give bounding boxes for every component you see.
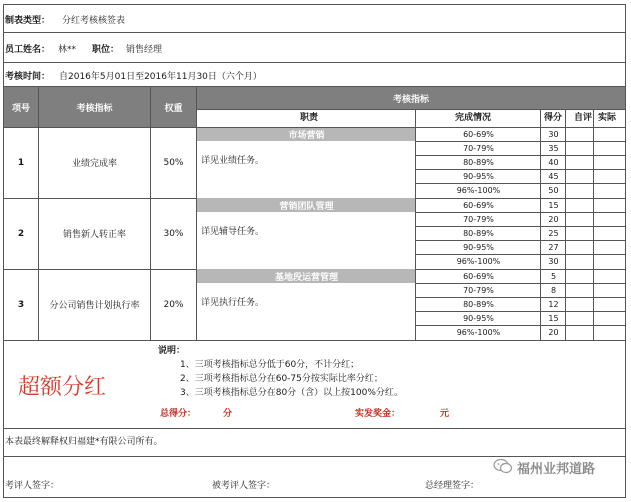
total-score-label: 总得分： [160, 409, 197, 419]
category-band: 基地段运营管理 [197, 269, 416, 283]
weight-value: 20% [163, 299, 184, 310]
position-label: 职位： [92, 45, 120, 55]
header-split-line [197, 109, 625, 110]
employee-name-value: 林** [58, 45, 77, 55]
column-line [540, 109, 541, 340]
section-no: 2 [17, 228, 25, 239]
gm-signature-label: 总经理签字： [425, 481, 480, 491]
score-value: 12 [548, 299, 559, 309]
column-line [196, 87, 197, 340]
completion-range: 60-69% [463, 129, 494, 139]
completion-range: 90-95% [463, 171, 494, 181]
score-value: 15 [548, 313, 559, 323]
completion-range: 60-69% [463, 200, 494, 210]
completion-range: 96%-100% [456, 256, 501, 266]
completion-range: 90-95% [463, 313, 494, 323]
note-1: 1、三项考核指标总分低于60分，不计分红； [180, 360, 360, 370]
header-duty: 职责 [300, 113, 319, 123]
header-assessment: 考核指标 [197, 87, 625, 109]
weight-value: 50% [163, 157, 184, 168]
period-value: 自2016年5月01日至2016年11月30日（六个月） [59, 72, 262, 82]
score-value: 30 [548, 129, 559, 139]
score-value: 40 [548, 157, 559, 167]
completion-range: 70-79% [463, 214, 494, 224]
note-3: 3、三项考核指标总分在80分（含）以上按100%分红。 [180, 388, 403, 398]
assessee-signature-label: 被考评人签字： [212, 481, 276, 491]
header-score: 得分 [544, 113, 563, 123]
header-bottom-line [3, 127, 625, 128]
section-no: 1 [17, 157, 25, 168]
score-value: 50 [548, 185, 559, 195]
header-indicator: 考核指标 [39, 87, 150, 127]
completion-range: 60-69% [463, 271, 494, 281]
wechat-icon [493, 458, 513, 474]
column-line [415, 109, 416, 340]
score-value: 25 [548, 228, 559, 238]
rights-statement: 本表最终解释权归福建*有限公司所有。 [5, 437, 163, 447]
completion-range: 70-79% [463, 285, 494, 295]
header-self-eval: 自评 [574, 113, 593, 123]
score-value: 20 [548, 327, 559, 337]
category-band: 营销团队管理 [197, 198, 416, 212]
header-actual: 实际 [598, 113, 617, 123]
completion-range: 90-95% [463, 242, 494, 252]
payout-label: 实发奖金： [355, 409, 401, 419]
completion-range: 80-89% [463, 157, 494, 167]
score-value: 45 [548, 171, 559, 181]
assessor-signature-label: 考评人签字： [5, 481, 60, 491]
column-line [38, 87, 39, 340]
indicator-name: 销售新人转正率 [62, 230, 126, 240]
score-value: 8 [550, 285, 557, 295]
score-value: 35 [548, 143, 559, 153]
score-value: 5 [550, 271, 557, 281]
column-line [593, 109, 594, 340]
column-line [150, 87, 151, 340]
form-type-value: 分红考核核签表 [62, 16, 126, 26]
column-line [565, 109, 566, 340]
category-band: 市场营销 [197, 127, 416, 141]
indicator-name: 分公司销售计划执行率 [49, 301, 140, 311]
score-value: 30 [548, 256, 559, 266]
total-score-unit: 分 [223, 409, 233, 419]
header-no: 项号 [4, 87, 38, 127]
payout-unit: 元 [440, 409, 450, 419]
completion-range: 96%-100% [456, 327, 501, 337]
duty-text: 详见辅导任务。 [201, 227, 265, 237]
duty-text: 详见业绩任务。 [201, 156, 265, 166]
score-value: 15 [548, 200, 559, 210]
score-value: 27 [548, 242, 559, 252]
completion-range: 96%-100% [456, 185, 501, 195]
bonus-title: 超额分红 [18, 375, 107, 400]
completion-range: 80-89% [463, 228, 494, 238]
form-type-label: 制表类型： [5, 16, 51, 26]
header-completion: 完成情况 [455, 113, 492, 123]
note-2: 2、三项考核指标总分在60-75分按实际比率分红； [180, 374, 383, 384]
indicator-name: 业绩完成率 [71, 159, 117, 169]
notes-label: 说明： [158, 346, 186, 356]
section-no: 3 [17, 299, 25, 310]
position-value: 销售经理 [126, 45, 163, 55]
score-value: 20 [548, 214, 559, 224]
watermark-text: 福州业邦道路 [517, 462, 596, 477]
employee-name-label: 员工姓名： [5, 45, 51, 55]
duty-text: 详见执行任务。 [201, 298, 265, 308]
weight-value: 30% [163, 228, 184, 239]
completion-range: 80-89% [463, 299, 494, 309]
period-label: 考核时间： [5, 72, 51, 82]
completion-range: 70-79% [463, 143, 494, 153]
header-weight: 权重 [151, 87, 196, 127]
